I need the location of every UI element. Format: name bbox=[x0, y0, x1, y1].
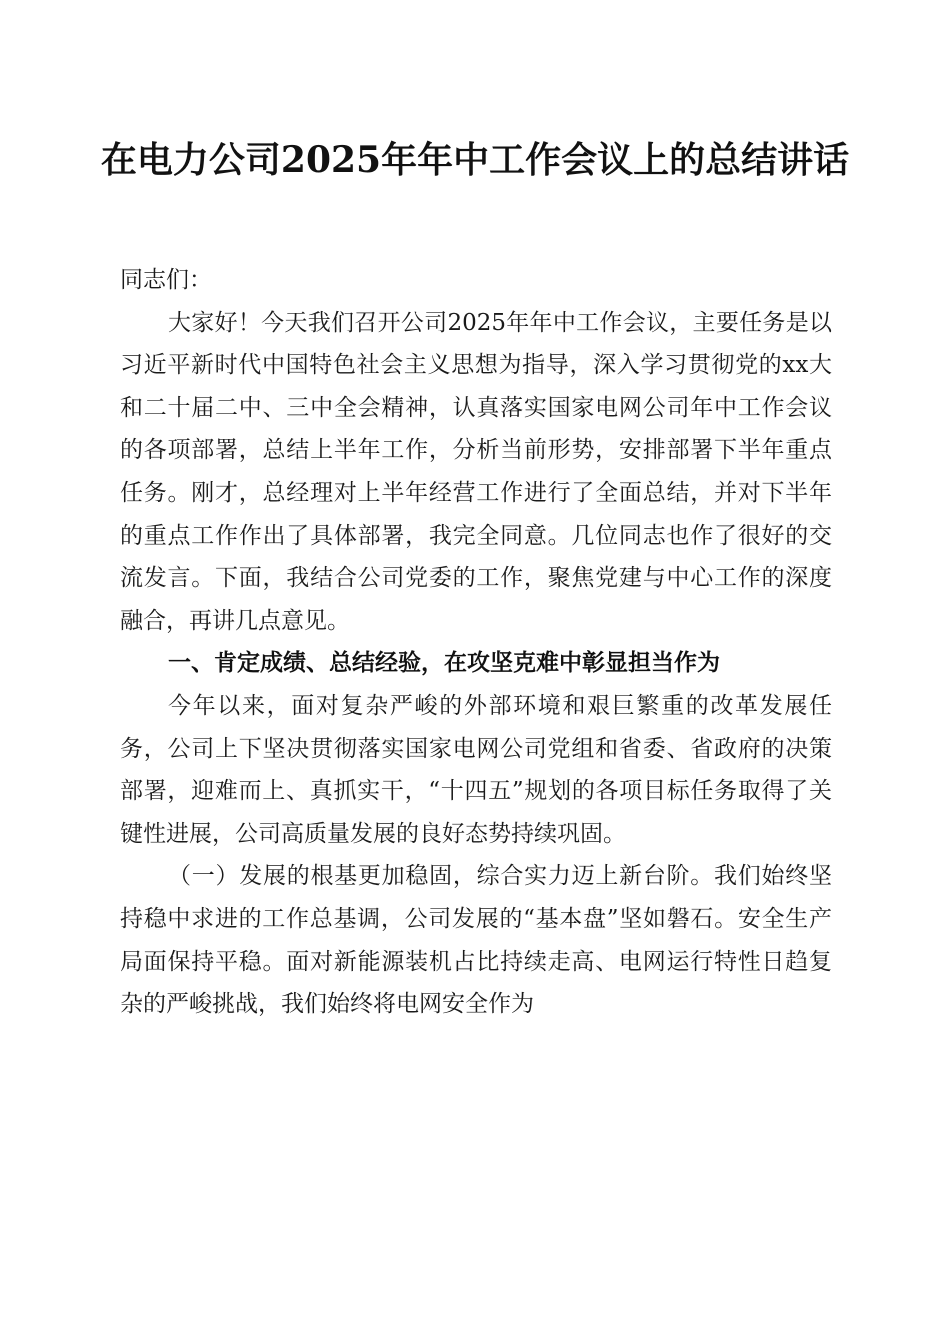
document-title: 在电力公司2025年年中工作会议上的总结讲话 bbox=[100, 139, 850, 181]
intro-paragraph: 大家好！今天我们召开公司2025年年中工作会议，主要任务是以习近平新时代中国特色社会主义思想为指导，深入学习贯彻党的xx大和二十届二中、三中全会精神，认真落实国家电网公司年中工作会议的各项部署，总结上半年工作，分析当前形势，安排部署下半年重点任务。刚才，总经理对上半年经营工作进行了全面总结，并对下半年的重点工作作出了具体部署，我完全同意。几位同志也作了很好的交流发言。下面，我结合公司党委的工作，聚焦党建与中心工作的深度融合，再讲几点意见。 bbox=[120, 309, 832, 634]
subsection-1-paragraph: （一）发展的根基更加稳固，综合实力迈上新台阶。我们始终坚持稳中求进的工作总基调，公司发展的“基本盘”坚如磐石。安全生产局面保持平稳。面对新能源装机占比持续走高、电网运行特性日趋复杂的严峻挑战，我们始终将电网安全作为 bbox=[120, 863, 832, 1018]
section-1-paragraph: 今年以来，面对复杂严峻的外部环境和艰巨繁重的改革发展任务，公司上下坚决贯彻落实国家电网公司党组和省委、省政府的决策部署，迎难而上、真抓实干，“十四五”规划的各项目标任务取得了关键性进展，公司高质量发展的良好态势持续巩固。 bbox=[120, 692, 832, 847]
document-body bbox=[120, 259, 832, 1026]
section-heading-1: 一、肯定成绩、总结经验，在攻坚克难中彰显担当作为 bbox=[168, 650, 720, 677]
salutation: 同志们： bbox=[120, 267, 212, 293]
